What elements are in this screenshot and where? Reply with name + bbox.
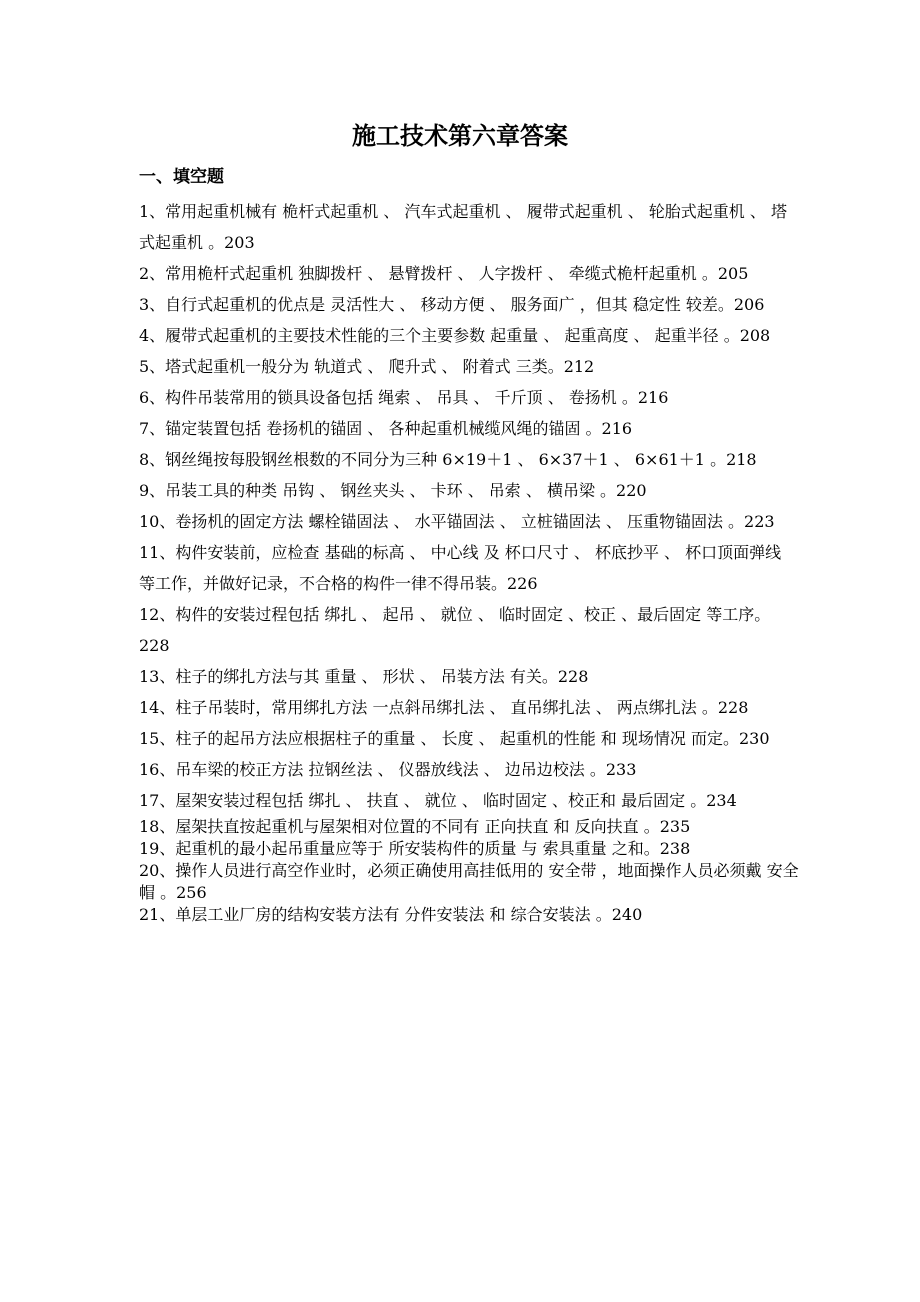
question-item: 2、常用桅杆式起重机 独脚拨杆 、 悬臂拨杆 、 人字拨杆 、 牵缆式桅杆起重机 。205 <box>139 264 749 283</box>
question-item: 14、柱子吊装时，常用绑扎方法 一点斜吊绑扎法 、 直吊绑扎法 、 两点绑扎法 。228 <box>139 698 749 717</box>
question-item: 1、常用起重机械有 桅杆式起重机 、 汽车式起重机 、 履带式起重机 、 轮胎式起重机 、 塔式起重机 。203 <box>139 202 787 252</box>
question-item: 12、构件的安装过程包括 绑扎 、 起吊 、 就位 、 临时固定 、校正 、最后固定 等工序。228 <box>139 605 771 655</box>
question-item: 21、单层工业厂房的结构安装方法有 分件安装法 和 综合安装法 。240 <box>139 905 643 924</box>
question-item: 6、构件吊装常用的锁具设备包括 绳索 、 吊具 、 千斤顶 、 卷扬机 。216 <box>139 388 669 407</box>
question-item: 19、起重机的最小起吊重量应等于 所安装构件的质量 与 索具重量 之和。238 <box>139 839 691 858</box>
question-list <box>139 196 799 926</box>
question-item: 15、柱子的起吊方法应根据柱子的重量 、 长度 、 起重机的性能 和 现场情况 而定。230 <box>139 729 770 748</box>
question-item: 5、塔式起重机一般分为 轨道式 、 爬升式 、 附着式 三类。212 <box>139 357 595 376</box>
question-item: 11、构件安装前，应检查 基础的标高 、 中心线 及 杯口尺寸 、 杯底抄平 、 杯口顶面弹线 等工作，并做好记录，不合格的构件一律不得吊装。226 <box>139 543 782 593</box>
question-item: 3、自行式起重机的优点是 灵活性大 、 移动方便 、 服务面广 ，但其 稳定性 较差。206 <box>139 295 765 314</box>
page-title: 施工技术第六章答案 <box>352 122 568 150</box>
section-heading: 一、填空题 <box>139 167 224 187</box>
question-item: 20、操作人员进行高空作业时，必须正确使用高挂低用的 安全带 ，地面操作人员必须戴 安全帽 。256 <box>139 861 799 902</box>
question-item: 13、柱子的绑扎方法与其 重量 、 形状 、 吊装方法 有关。228 <box>139 667 589 686</box>
question-item: 4、履带式起重机的主要技术性能的三个主要参数 起重量 、 起重高度 、 起重半径 。208 <box>139 326 771 345</box>
question-item: 7、锚定装置包括 卷扬机的锚固 、 各种起重机械缆风绳的锚固 。216 <box>139 419 633 438</box>
question-item: 10、卷扬机的固定方法 螺栓锚固法 、 水平锚固法 、 立桩锚固法 、 压重物锚固法 。223 <box>139 512 775 531</box>
question-item: 9、吊装工具的种类 吊钩 、 钢丝夹头 、 卡环 、 吊索 、 横吊梁 。220 <box>139 481 647 500</box>
question-item: 16、吊车梁的校正方法 拉钢丝法 、 仪器放线法 、 边吊边校法 。233 <box>139 760 637 779</box>
question-item: 8、钢丝绳按每股钢丝根数的不同分为三种 6×19＋1 、 6×37＋1 、 6×61＋1 。218 <box>139 450 757 469</box>
question-item: 17、屋架安装过程包括 绑扎 、 扶直 、 就位 、 临时固定 、校正和 最后固定 。234 <box>139 791 737 810</box>
question-item: 18、屋架扶直按起重机与屋架相对位置的不同有 正向扶直 和 反向扶直 。235 <box>139 817 691 836</box>
